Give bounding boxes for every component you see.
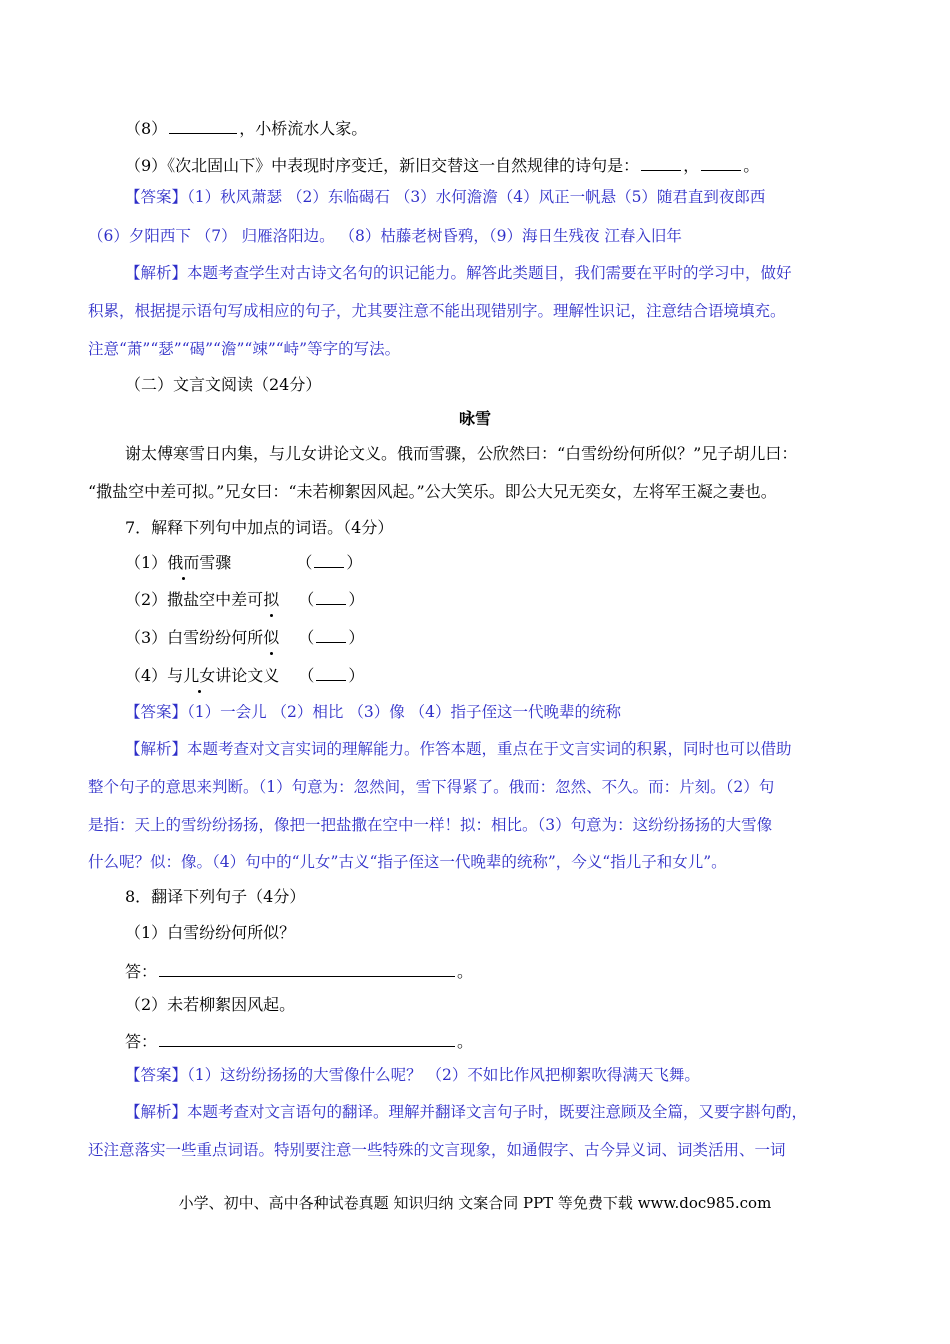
paren-open: （: [296, 553, 313, 572]
analysis-text: 本题考查学生对古诗文名句的识记能力。解答此类题目，我们需要在平时的学习中，做好: [187, 264, 792, 282]
dotted-word: 拟: [263, 590, 280, 609]
paren-open: （: [298, 590, 315, 609]
fill-blank: [169, 117, 237, 134]
analysis-block-2: [125, 738, 792, 760]
answer-prefix: 答：: [125, 1032, 158, 1051]
item-prefix: （4）与: [125, 666, 184, 685]
analysis-text-line: 还注意落实一些重点词语。特别要注意一些特殊的文言现象，如通假字、古今异义词、词类活用、一词: [88, 1141, 786, 1159]
paren-open: （: [298, 628, 315, 647]
paren-open: （: [298, 666, 315, 685]
answer-label: 【答案】: [125, 188, 188, 206]
analysis-block-1: [125, 262, 792, 284]
answer-blank: [314, 551, 344, 568]
item-prefix: （2）撒盐空中差可: [125, 590, 264, 609]
item-prefix: （1）: [125, 553, 168, 572]
answer-block-3: [125, 1064, 700, 1086]
passage-line: 谢太傅寒雪日内集，与儿女讲论文义。俄而雪骤，公欣然曰：“白雪纷纷何所似？”兄子胡儿曰：: [125, 444, 798, 463]
answer-block-2: [125, 701, 621, 723]
answer-text: （1）这纷纷扬扬的大雪像什么呢？ （2）不如比作风把柳絮吹得满天飞舞。: [187, 1066, 700, 1084]
q8-number: （8）: [125, 119, 168, 138]
paren-close: ）: [348, 590, 365, 609]
page-footer: 小学、初中、高中各种试卷真题 知识归纳 文案合同 PPT 等免费下载 www.doc985.com: [178, 1194, 772, 1212]
answer-blank: [316, 588, 346, 605]
answer-label: 【答案】: [125, 1066, 188, 1084]
analysis-text-line: 积累，根据提示语句写成相应的句子，尤其要注意不能出现错别字。理解性识记，注意结合语境填充。: [88, 302, 786, 320]
answer-label: 【答案】: [125, 703, 188, 721]
analysis-text-line: 是指：天上的雪纷纷扬扬，像把一把盐撒在空中一样！拟：相比。（3）句意为：这纷纷扬扬的大雪像: [88, 816, 773, 834]
dotted-word: 儿女: [183, 666, 216, 685]
analysis-block-3: [125, 1101, 807, 1123]
dotted-word: 俄而: [167, 553, 200, 572]
answer-block-1: [125, 186, 765, 208]
paren-close: ）: [346, 553, 363, 572]
paren-close: ）: [348, 666, 365, 685]
q7-item-3: [125, 626, 364, 649]
answer-end: 。: [457, 962, 474, 981]
analysis-label: 【解析】: [125, 264, 188, 282]
item-prefix: （3）白雪纷纷何所: [125, 628, 264, 647]
answer-text: （6）夕阳西下 （7） 归雁洛阳边。 （8）枯藤老树昏鸦，（9）海日生残夜 江春入旧年: [88, 227, 682, 245]
fill-blank: [701, 154, 741, 171]
q9-end: 。: [743, 156, 760, 175]
answer-text: （1）秋风萧瑟 （2）东临碣石 （3）水何澹澹（4）风正一帆悬（5）随君直到夜郎西: [187, 188, 766, 206]
analysis-label: 【解析】: [125, 740, 188, 758]
q9-text: （9）《次北固山下》中表现时序变迁，新旧交替这一自然规律的诗句是：: [125, 156, 640, 175]
item-rest: 讲论文义: [215, 666, 280, 685]
analysis-label: 【解析】: [125, 1103, 188, 1121]
answer-end: 。: [457, 1032, 474, 1051]
q8-title: 8．翻译下列句子（4分）: [125, 887, 306, 906]
q7-item-4: [125, 664, 364, 687]
q8-answer-line-2: [125, 1030, 473, 1053]
analysis-text-line: 注意“萧”“瑟”“碣”“澹”“竦”“峙”等字的写法。: [88, 340, 401, 358]
q9-separator: ，: [683, 156, 700, 175]
q7-item-2: [125, 588, 364, 611]
answer-prefix: 答：: [125, 962, 158, 981]
poem-title: 咏雪: [458, 409, 491, 428]
q8-answer-line-1: [125, 960, 473, 983]
answer-blank: [159, 1030, 455, 1047]
answer-blank: [159, 960, 455, 977]
q9-fill-line: [125, 154, 759, 177]
answer-blank: [316, 664, 346, 681]
q8-text: ，小桥流水人家。: [239, 119, 368, 138]
q7-item-1: [125, 551, 362, 574]
q8-fill-line: [125, 117, 367, 140]
answer-text: （1）一会儿 （2）相比 （3）像 （4）指子侄这一代晚辈的统称: [187, 703, 621, 721]
passage-line: “撒盐空中差可拟。”兄女曰：“未若柳絮因风起。”公大笑乐。即公大兄无奕女，左将军王凝之妻也。: [88, 482, 777, 501]
paren-close: ）: [348, 628, 365, 647]
q8-sentence-1: （1）白雪纷纷何所似？: [125, 923, 296, 942]
section-heading: （二）文言文阅读（24分）: [125, 375, 322, 394]
analysis-text: 本题考查对文言实词的理解能力。作答本题，重点在于文言实词的积累，同时也可以借助: [187, 740, 792, 758]
q7-title: 7．解释下列句中加点的词语。（4分）: [125, 518, 394, 537]
answer-blank: [316, 626, 346, 643]
dotted-word: 似: [263, 628, 280, 647]
analysis-text-line: 整个句子的意思来判断。（1）句意为：忽然间，雪下得紧了。俄而：忽然、不久。而：片刻。（2）句: [88, 778, 775, 796]
fill-blank: [641, 154, 681, 171]
q8-sentence-2: （2）未若柳絮因风起。: [125, 995, 296, 1014]
answer-block-1-cont: [88, 225, 682, 247]
analysis-text-line: 什么呢？似：像。（4）句中的“儿女”古义“指子侄这一代晚辈的统称”，今义“指儿子和女儿”。: [88, 853, 727, 871]
item-rest: 雪骤: [199, 553, 232, 572]
analysis-text: 本题考查对文言语句的翻译。理解并翻译文言句子时，既要注意顾及全篇，又要字斟句酌，: [187, 1103, 808, 1121]
